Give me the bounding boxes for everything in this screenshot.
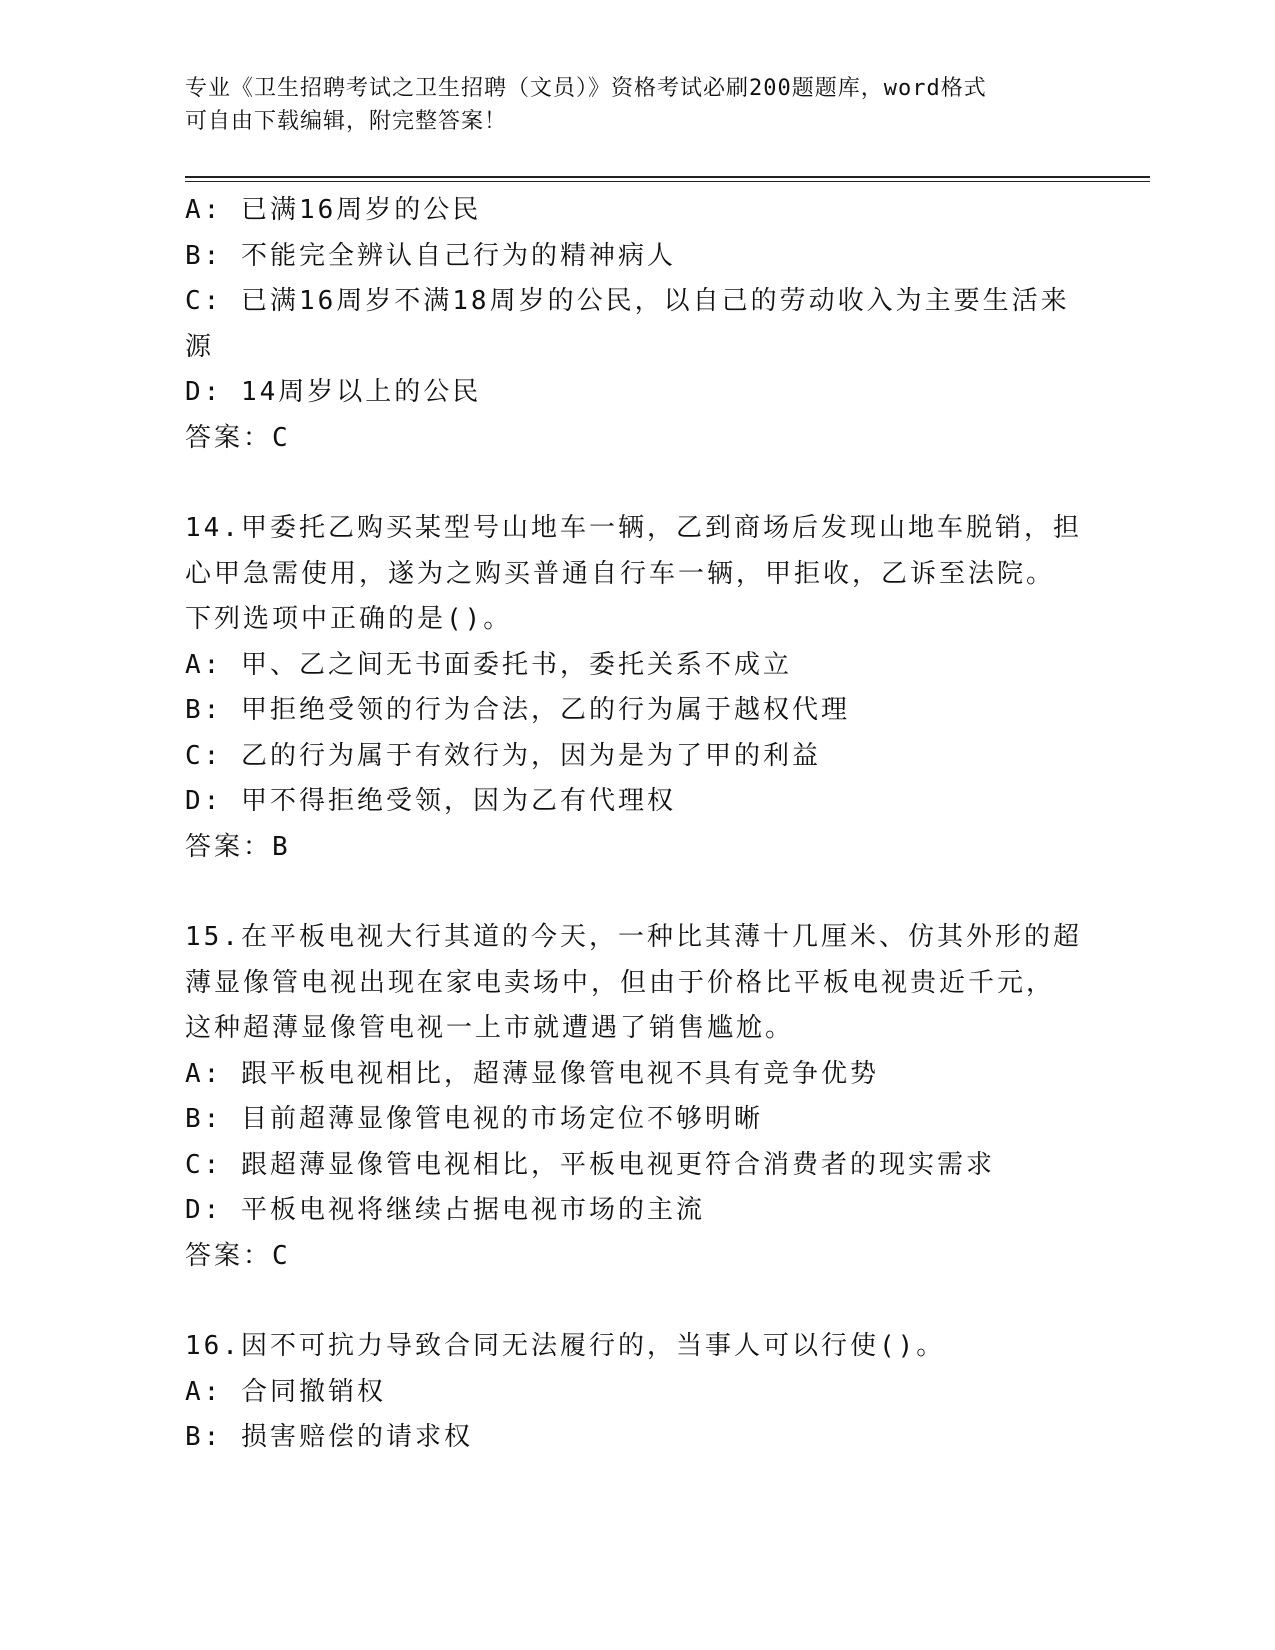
question-14 xyxy=(185,506,1085,870)
spacer xyxy=(185,870,1085,915)
spacer xyxy=(185,461,1085,506)
option-b: B: 不能完全辨认自己行为的精神病人 xyxy=(185,240,676,271)
header-line: 可自由下载编辑，附完整答案！ xyxy=(185,109,508,134)
header-divider xyxy=(185,176,1150,178)
spacer xyxy=(185,1279,1085,1324)
question-stem-line: 薄显像管电视出现在家电卖场中，但由于价格比平板电视贵近千元， xyxy=(185,967,1056,998)
option-d: D: 14周岁以上的公民 xyxy=(185,377,482,407)
question-stem-line: 16.因不可抗力导致合同无法履行的，当事人可以行使()。 xyxy=(185,1331,946,1361)
question-stem-line: 14.甲委托乙购买某型号山地车一辆，乙到商场后发现山地车脱销，担 xyxy=(185,513,1082,543)
answer-line: 答案：C xyxy=(185,422,291,453)
answer-line: 答案：C xyxy=(185,1240,291,1271)
header-divider-thin xyxy=(185,181,1150,182)
option-c: C: 跟超薄显像管电视相比，平板电视更符合消费者的现实需求 xyxy=(185,1149,995,1180)
option-d: D: 甲不得拒绝受领，因为乙有代理权 xyxy=(185,786,676,816)
option-a: A: 甲、乙之间无书面委托书，委托关系不成立 xyxy=(185,649,792,680)
question-13 xyxy=(185,188,1085,461)
question-stem-line: 下列选项中正确的是()。 xyxy=(185,604,513,634)
option-d: D: 平板电视将继续占据电视市场的主流 xyxy=(185,1195,705,1225)
option-c: C: 乙的行为属于有效行为，因为是为了甲的利益 xyxy=(185,740,821,771)
question-stem-line: 心甲急需使用，遂为之购买普通自行车一辆，甲拒收，乙诉至法院。 xyxy=(185,558,1056,589)
question-stem-line: 这种超薄显像管电视一上市就遭遇了销售尴尬。 xyxy=(185,1013,795,1043)
option-b: B: 损害赔偿的请求权 xyxy=(185,1422,473,1452)
option-a: A: 已满16周岁的公民 xyxy=(185,195,482,225)
option-c-continued: 源 xyxy=(185,331,215,362)
option-a: A: 合同撤销权 xyxy=(185,1376,386,1407)
question-15 xyxy=(185,915,1085,1279)
answer-line: 答案：B xyxy=(185,831,291,862)
option-b: B: 甲拒绝受领的行为合法，乙的行为属于越权代理 xyxy=(185,695,850,725)
document-header xyxy=(185,72,1085,138)
option-c: C: 已满16周岁不满18周岁的公民，以自己的劳动收入为主要生活来 xyxy=(185,286,1070,316)
question-16 xyxy=(185,1324,1085,1461)
option-a: A: 跟平板电视相比，超薄显像管电视不具有竞争优势 xyxy=(185,1058,879,1089)
document-body xyxy=(185,188,1085,1461)
question-stem-line: 15.在平板电视大行其道的今天，一种比其薄十几厘米、仿其外形的超 xyxy=(185,922,1082,952)
header-line: 专业《卫生招聘考试之卫生招聘（文员）》资格考试必刷200题题库，word格式 xyxy=(185,76,987,101)
option-b: B: 目前超薄显像管电视的市场定位不够明晰 xyxy=(185,1104,763,1134)
